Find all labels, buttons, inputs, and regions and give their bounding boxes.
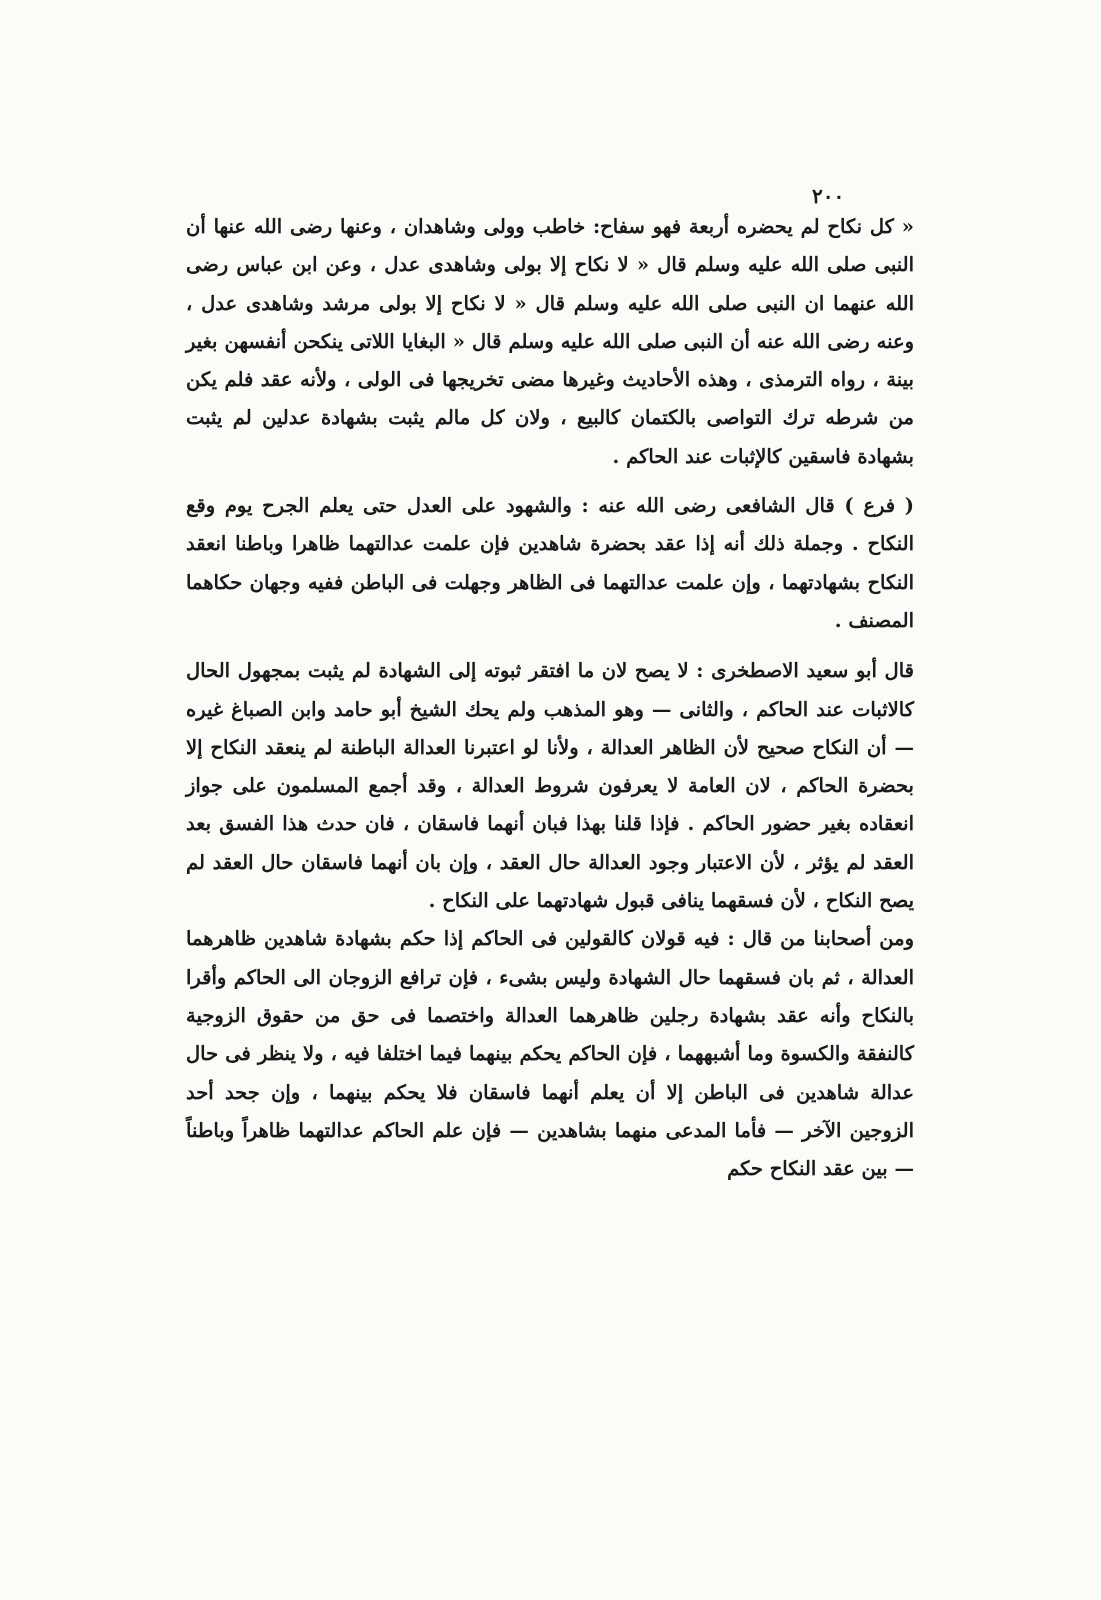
paragraph-istakhri: قال أبو سعيد الاصطخرى : لا يصح لان ما افتقر ثبوته إلى الشهادة لم يثبت بمجهول الحال كالاثبات عند الحاكم ، والثانى — وهو المذهب ولم يحك الشيخ أبو حامد وابن الصباغ غيره — أن النكاح صحيح لأن الظاهر العدالة ، ولأنا لو اعتبرنا العدالة الباطنة لم ينعقد النكاح إلا بحضرة الحاكم ، لان العامة لا يعرفون شروط العدالة ، وقد أجمع المسلمون على جواز انعقاده بغير حضور الحاكم . فإذا قلنا بهذا فبان أنهما فاسقان ، فان حدث هذا الفسق بعد العقد لم يؤثر ، لأن الاعتبار وجود العدالة حال العقد ، وإن بان أنهما فاسقان حال العقد لم يصح النكاح ، لأن فسقهما ينافى قبول شهادتهما على النكاح . [186, 659, 914, 913]
page-number: ٢٠٠ [812, 184, 845, 208]
body-text [186, 208, 914, 1188]
paragraph-ashabuna: ومن أصحابنا من قال : فيه قولان كالقولين فى الحاكم إذا حكم بشهادة شاهدين ظاهرهما العدالة ، ثم بان فسقهما حال الشهادة وليس بشىء ، فإن ترافع الزوجان الى الحاكم وأقرا بالنكاح وأنه عقد بشهادة رجلين ظاهرهما العدالة واختصما فى حق من حقوق الزوجية كالنفقة والكسوة وما أشبههما ، فإن الحاكم يحكم بينهما فيما اختلفا فيه ، ولا ينظر فى حال عدالة شاهدين فى الباطن إلا أن يعلم أنهما فاسقان فلا يحكم بينهما ، وإن جحد أحد الزوجين الآخر — فأما المدعى منهما بشاهدين — فإن علم الحاكم عدالتهما ظاهراً وباطناً — بين عقد النكاح حكم [186, 927, 914, 1181]
paragraph-hadith: « كل نكاح لم يحضره أربعة فهو سفاح: خاطب وولى وشاهدان ، وعنها رضى الله عنها أن النبى صلى الله عليه وسلم قال « لا نكاح إلا بولى وشاهدى عدل ، وعن ابن عباس رضى الله عنهما ان النبى صلى الله عليه وسلم قال « لا نكاح إلا بولى مرشد وشاهدى عدل ، وعنه رضى الله عنه أن النبى صلى الله عليه وسلم قال « البغايا اللاتى ينكحن أنفسهن بغير بينة ، رواه الترمذى ، وهذه الأحاديث وغيرها مضى تخريجها فى الولى ، ولأنه عقد فلم يكن من شرطه ترك التواصى بالكتمان كالبيع ، ولان كل مالم يثبت بشهادة عدلين لم يثبت بشهادة فاسقين كالإثبات عند الحاكم . [186, 215, 914, 468]
paragraph-far: ( فرع ) قال الشافعى رضى الله عنه : والشهود على العدل حتى يعلم الجرح يوم وقع النكاح . وجملة ذلك أنه إذا عقد بحضرة شاهدين فإن علمت عدالتهما ظاهرا وباطنا انعقد النكاح بشهادتهما ، وإن علمت عدالتهما فى الظاهر وجهلت فى الباطن ففيه وجهان حكاهما المصنف . [186, 494, 914, 632]
